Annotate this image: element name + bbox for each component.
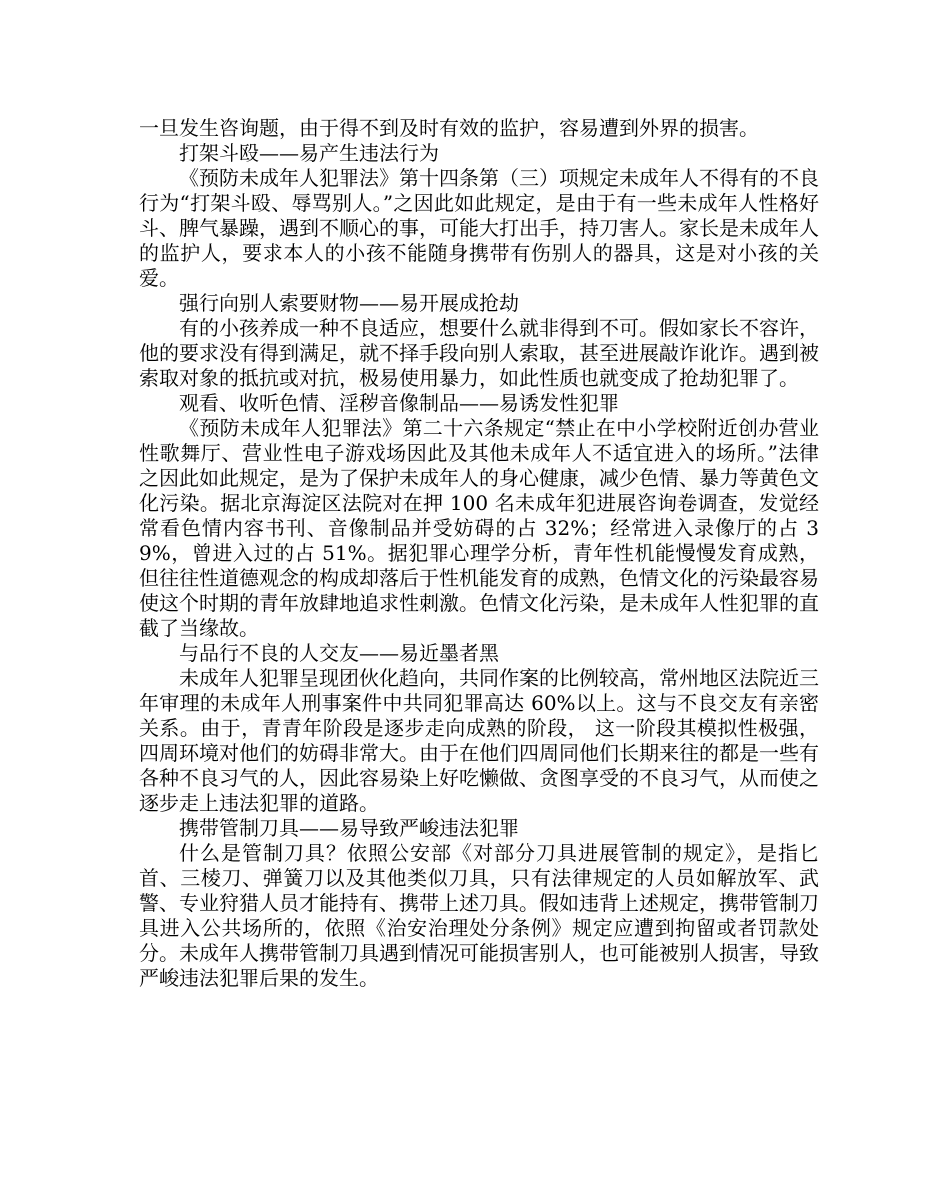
- paragraph-extortion: 有的小孩养成一种不良适应，想要什么就非得到不可。假如家长不容许，他的要求没有得到满足，就不择手段向别人索取，甚至进展敲诈讹诈。遇到被索取对象的抵抗或对抗，极易使用暴力，如此性质也就变成了抢劫犯罪了。: [139, 316, 819, 390]
- paragraph-fighting: 《预防未成年人犯罪法》第十四条第（三）项规定未成年人不得有的不良行为“打架斗殴、辱骂别人。”之因此如此规定，是由于有一些未成年人性格好斗、脾气暴躁，遇到不顺心的事，可能大打出手，持刀害人。家长是未成年人的监护人，要求本人的小孩不能随身携带有伤别人的器具，这是对小孩的关爱。: [139, 166, 819, 290]
- section-heading-bad-company: 与品行不良的人交友——易近墨者黑: [179, 641, 499, 665]
- section-heading-extortion: 强行向别人索要财物——易开展成抢劫: [179, 291, 519, 315]
- section-heading-pornography: 观看、收听色情、淫秽音像制品——易诱发性犯罪: [179, 391, 619, 415]
- section-heading-knives: 携带管制刀具——易导致严峻违法犯罪: [179, 816, 519, 840]
- document-body: [139, 116, 819, 991]
- paragraph-bad-company: 未成年人犯罪呈现团伙化趋向，共同作案的比例较高，常州地区法院近三年审理的未成年人刑事案件中共同犯罪高达 60%以上。这与不良交友有亲密关系。由于，青青年阶段是逐步走向成熟的阶段， 这一阶段其模拟性极强，四周环境对他们的妨碍非常大。由于在他们四周同他们长期来往的都是一些有各种不良习气的人，因此容易染上好吃懒做、贪图享受的不良习气，从而使之逐步走上违法犯罪的道路。: [139, 666, 819, 815]
- paragraph-pornography: 《预防未成年人犯罪法》第二十六条规定“禁止在中小学校附近创办营业性歌舞厅、营业性电子游戏场因此及其他未成年人不适宜进入的场所。”法律之因此如此规定，是为了保护未成年人的身心健康，减少色情、暴力等黄色文化污染。据北京海淀区法院对在押 100 名未成年犯进展咨询卷调查，发觉经常看色情内容书刊、音像制品并受妨碍的占 32%；经常进入录像厅的占 39%，曾进入过的占 51%。据犯罪心理学分析，青年性机能慢慢发育成熟，但往往性道德观念的构成却落后于性机能发育的成熟，色情文化的污染最容易使这个时期的青年放肆地追求性刺激。色情文化污染，是未成年人性犯罪的直截了当缘故。: [139, 416, 819, 640]
- paragraph-knives: 什么是管制刀具？依照公安部《对部分刀具进展管制的规定》，是指匕首、三棱刀、弹簧刀以及其他类似刀具，只有法律规定的人员如解放军、武警、专业狩猎人员才能持有、携带上述刀具。假如违背上述规定，携带管制刀具进入公共场所的，依照《治安治理处分条例》规定应遭到拘留或者罚款处分。未成年人携带管制刀具遇到情况可能损害别人，也可能被别人损害，导致严峻违法犯罪后果的发生。: [139, 841, 819, 990]
- paragraph-continuation: 一旦发生咨询题，由于得不到及时有效的监护，容易遭到外界的损害。: [139, 116, 759, 140]
- section-heading-fighting: 打架斗殴——易产生违法行为: [179, 141, 439, 165]
